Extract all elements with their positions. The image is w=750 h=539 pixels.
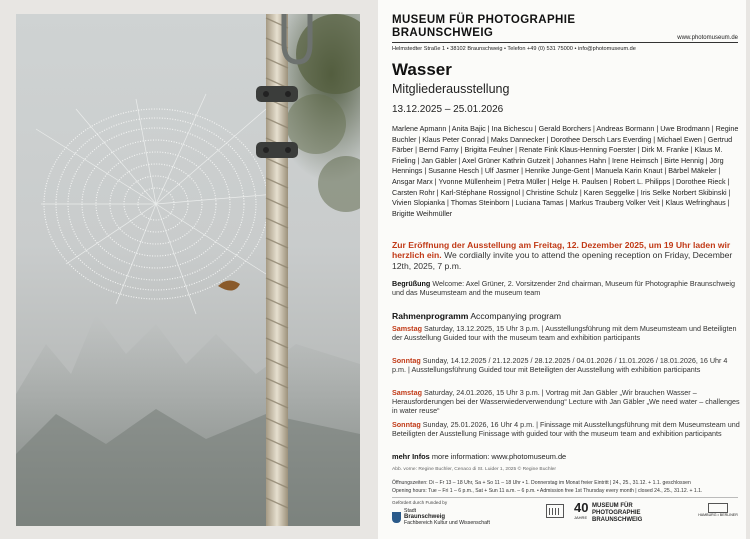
artist-list: Marlene Apmann | Anita Bajic | Ina Bichescu | Gerald Borchers | Andreas Bormann | Uwe Brodmann | Regine Buchler | Klaus Peter Conrad | Maks Dannecker | Dorothee Dersch Lars Everding | Michael Ewen | Gertrud Färber | Bernd Farny | Brigitta Feulner | Renate Fink Klaus-Henning Foerster | Dirk M. Franke | Klaus M. Frieling | Jan Gäbler | Axel Grüner Kathrin Gutzeit | Johannes Hahn | Irene Heimsch | Birte Hennig | Jörg Hennings | Susanne Hesch | Ulf Jasmer | Henrike Junge-Gent | Manuela Karin Knaut | Bärbel Mäkeler | Ansgar Marx | Yvonne Müllenheim | Petra Müller | Helge H. Paulsen | Robert L. Philipps | Dorothee Rieck | Carsten Rohr | Karl-Stéphane Rossignol | Christine Schulz | Karen Seggelke | Iris Selke Norbert Skibinski | Vivien Slopianka | Thomas Steinborn | Luciana Tamas | Markus Trauberg Volker Veit | Klaus Wefringhaus | Brigitte Weihmüller <box>392 124 739 218</box>
program-event <box>392 388 740 415</box>
greeting <box>392 279 740 298</box>
event-details: Saturday, 24.01.2026, 15 Uhr 3 p.m. | Vortrag mit Jan Gäbler „Wir brauchen Wasser – Herausforderungen bei der Wasserwiederverwendung“ Lecture with Jan Gäbler „We need water – challenges in water reuse“ <box>392 388 740 415</box>
invitation-english: We cordially invite you to attend the opening reception on Friday, December 12th, 2025, 7 p.m. <box>392 250 733 271</box>
program-heading <box>392 311 561 321</box>
header-divider <box>392 42 738 43</box>
event-details: Sunday, 14.12.2025 / 21.12.2025 / 28.12.2025 / 04.01.2026 / 11.01.2026 / 18.01.2026, 16 Uhr 4 p.m. | Ausstellungsführung Guided tour mit Beteiligten der Ausstellung with exhibition participants <box>392 356 728 374</box>
event-day: Sonntag <box>392 420 421 429</box>
museum-name-line2: BRAUNSCHWEIG <box>392 27 494 39</box>
program-event <box>392 324 740 342</box>
museum-logo-line2: PHOTOGRAPHIE <box>592 509 641 516</box>
footer-divider <box>392 497 738 498</box>
museum-logo-line3: BRAUNSCHWEIG <box>592 516 643 523</box>
more-info-link[interactable]: more information: www.photomuseum.de <box>431 452 567 461</box>
spiderweb-rope-image <box>16 14 360 526</box>
invitation-german: Zur Eröffnung der Ausstellung am Freitag, 12. Dezember 2025, um 19 Uhr laden wir herzlich ein. <box>392 240 731 261</box>
exhibition-subtitle: Mitgliederausstellung <box>392 82 510 96</box>
funded-by-label: Gefördert durch Funded by <box>392 500 448 505</box>
museum-address: Helmstedter Straße 1 • 38102 Braunschweig • Telefon +49 (0) 531 75000 • info@photomuseum.de <box>392 46 636 52</box>
greeting-label: Begrüßung <box>392 279 431 288</box>
more-info-label: mehr Infos <box>392 452 430 461</box>
cover-photo <box>16 14 360 526</box>
event-day: Samstag <box>392 388 422 397</box>
museum-building-icon <box>546 504 564 518</box>
city-logo-text <box>404 508 490 526</box>
opening-hours-en: Opening hours: Tue – Fri 1 – 6 p.m., Sat + Sun 11 a.m. – 6 p.m. • Admission free 1st Thursday every month | closed 24., 25., 31.12. + 1.1. <box>392 488 703 494</box>
city-label: Stadt <box>404 508 417 514</box>
opening-hours-de: Öffnungszeiten: Di – Fr 13 – 18 Uhr, Sa + So 11 – 18 Uhr • 1. Donnerstag im Monat freier Eintritt | 24., 25., 31.12. + 1.1. geschlossen <box>392 480 691 486</box>
exhibition-title: Wasser <box>392 60 452 79</box>
event-day: Sonntag <box>392 356 421 365</box>
program-heading-en: Accompanying program <box>470 311 562 321</box>
city-name: Braunschweig <box>404 514 446 520</box>
event-day: Samstag <box>392 324 422 333</box>
program-event <box>392 420 740 438</box>
event-details: Saturday, 13.12.2025, 15 Uhr 3 p.m. | Ausstellungsführung mit dem Museumsteam und Beteiligten der Ausstellung Guided tour with the museum team and exhibition participants <box>392 324 737 342</box>
museum-name <box>392 14 575 40</box>
city-department: Fachbereich Kultur und Wissenschaft <box>404 520 490 526</box>
program-event <box>392 356 740 374</box>
opening-invitation <box>392 240 740 271</box>
event-details: Sunday, 25.01.2026, 16 Uhr 4 p.m. | Finissage mit Ausstellungsführung mit dem Museumsteam und Beteiligten der Ausstellung Finissage with guided tour with the museum team and exhibition participants <box>392 420 740 438</box>
city-braunschweig-logo <box>392 508 490 526</box>
museum-logo-line1: MUSEUM FÜR <box>592 503 633 509</box>
more-info <box>392 452 566 461</box>
greeting-text: Welcome: Axel Grüner, 2. Vorsitzender 2nd chairman, Museum für Photographie Braunschweig und das Museumsteam and the museum team <box>392 279 736 298</box>
exhibition-dates: 13.12.2025 – 25.01.2026 <box>392 104 504 115</box>
museum-footer-logo <box>592 503 642 523</box>
anniversary-word: JAHRE <box>574 515 588 520</box>
museum-url[interactable]: www.photomuseum.de <box>677 35 738 41</box>
museum-name-line1: MUSEUM FÜR PHOTOGRAPHIE <box>392 14 576 26</box>
anniversary-number: 40 <box>574 500 589 515</box>
partner-logo <box>698 503 738 517</box>
program-heading-de: Rahmenprogramm <box>392 311 469 321</box>
partner-building-icon <box>708 503 728 513</box>
info-panel <box>378 0 746 539</box>
photo-credit: Abb. vorne: Regine Buchler, Cenaco di St. Luider 1, 2025 © Regine Buchler <box>392 467 557 472</box>
lion-crest-icon <box>392 512 401 523</box>
partner-label: HAMBURG • BERLINER <box>698 513 738 517</box>
